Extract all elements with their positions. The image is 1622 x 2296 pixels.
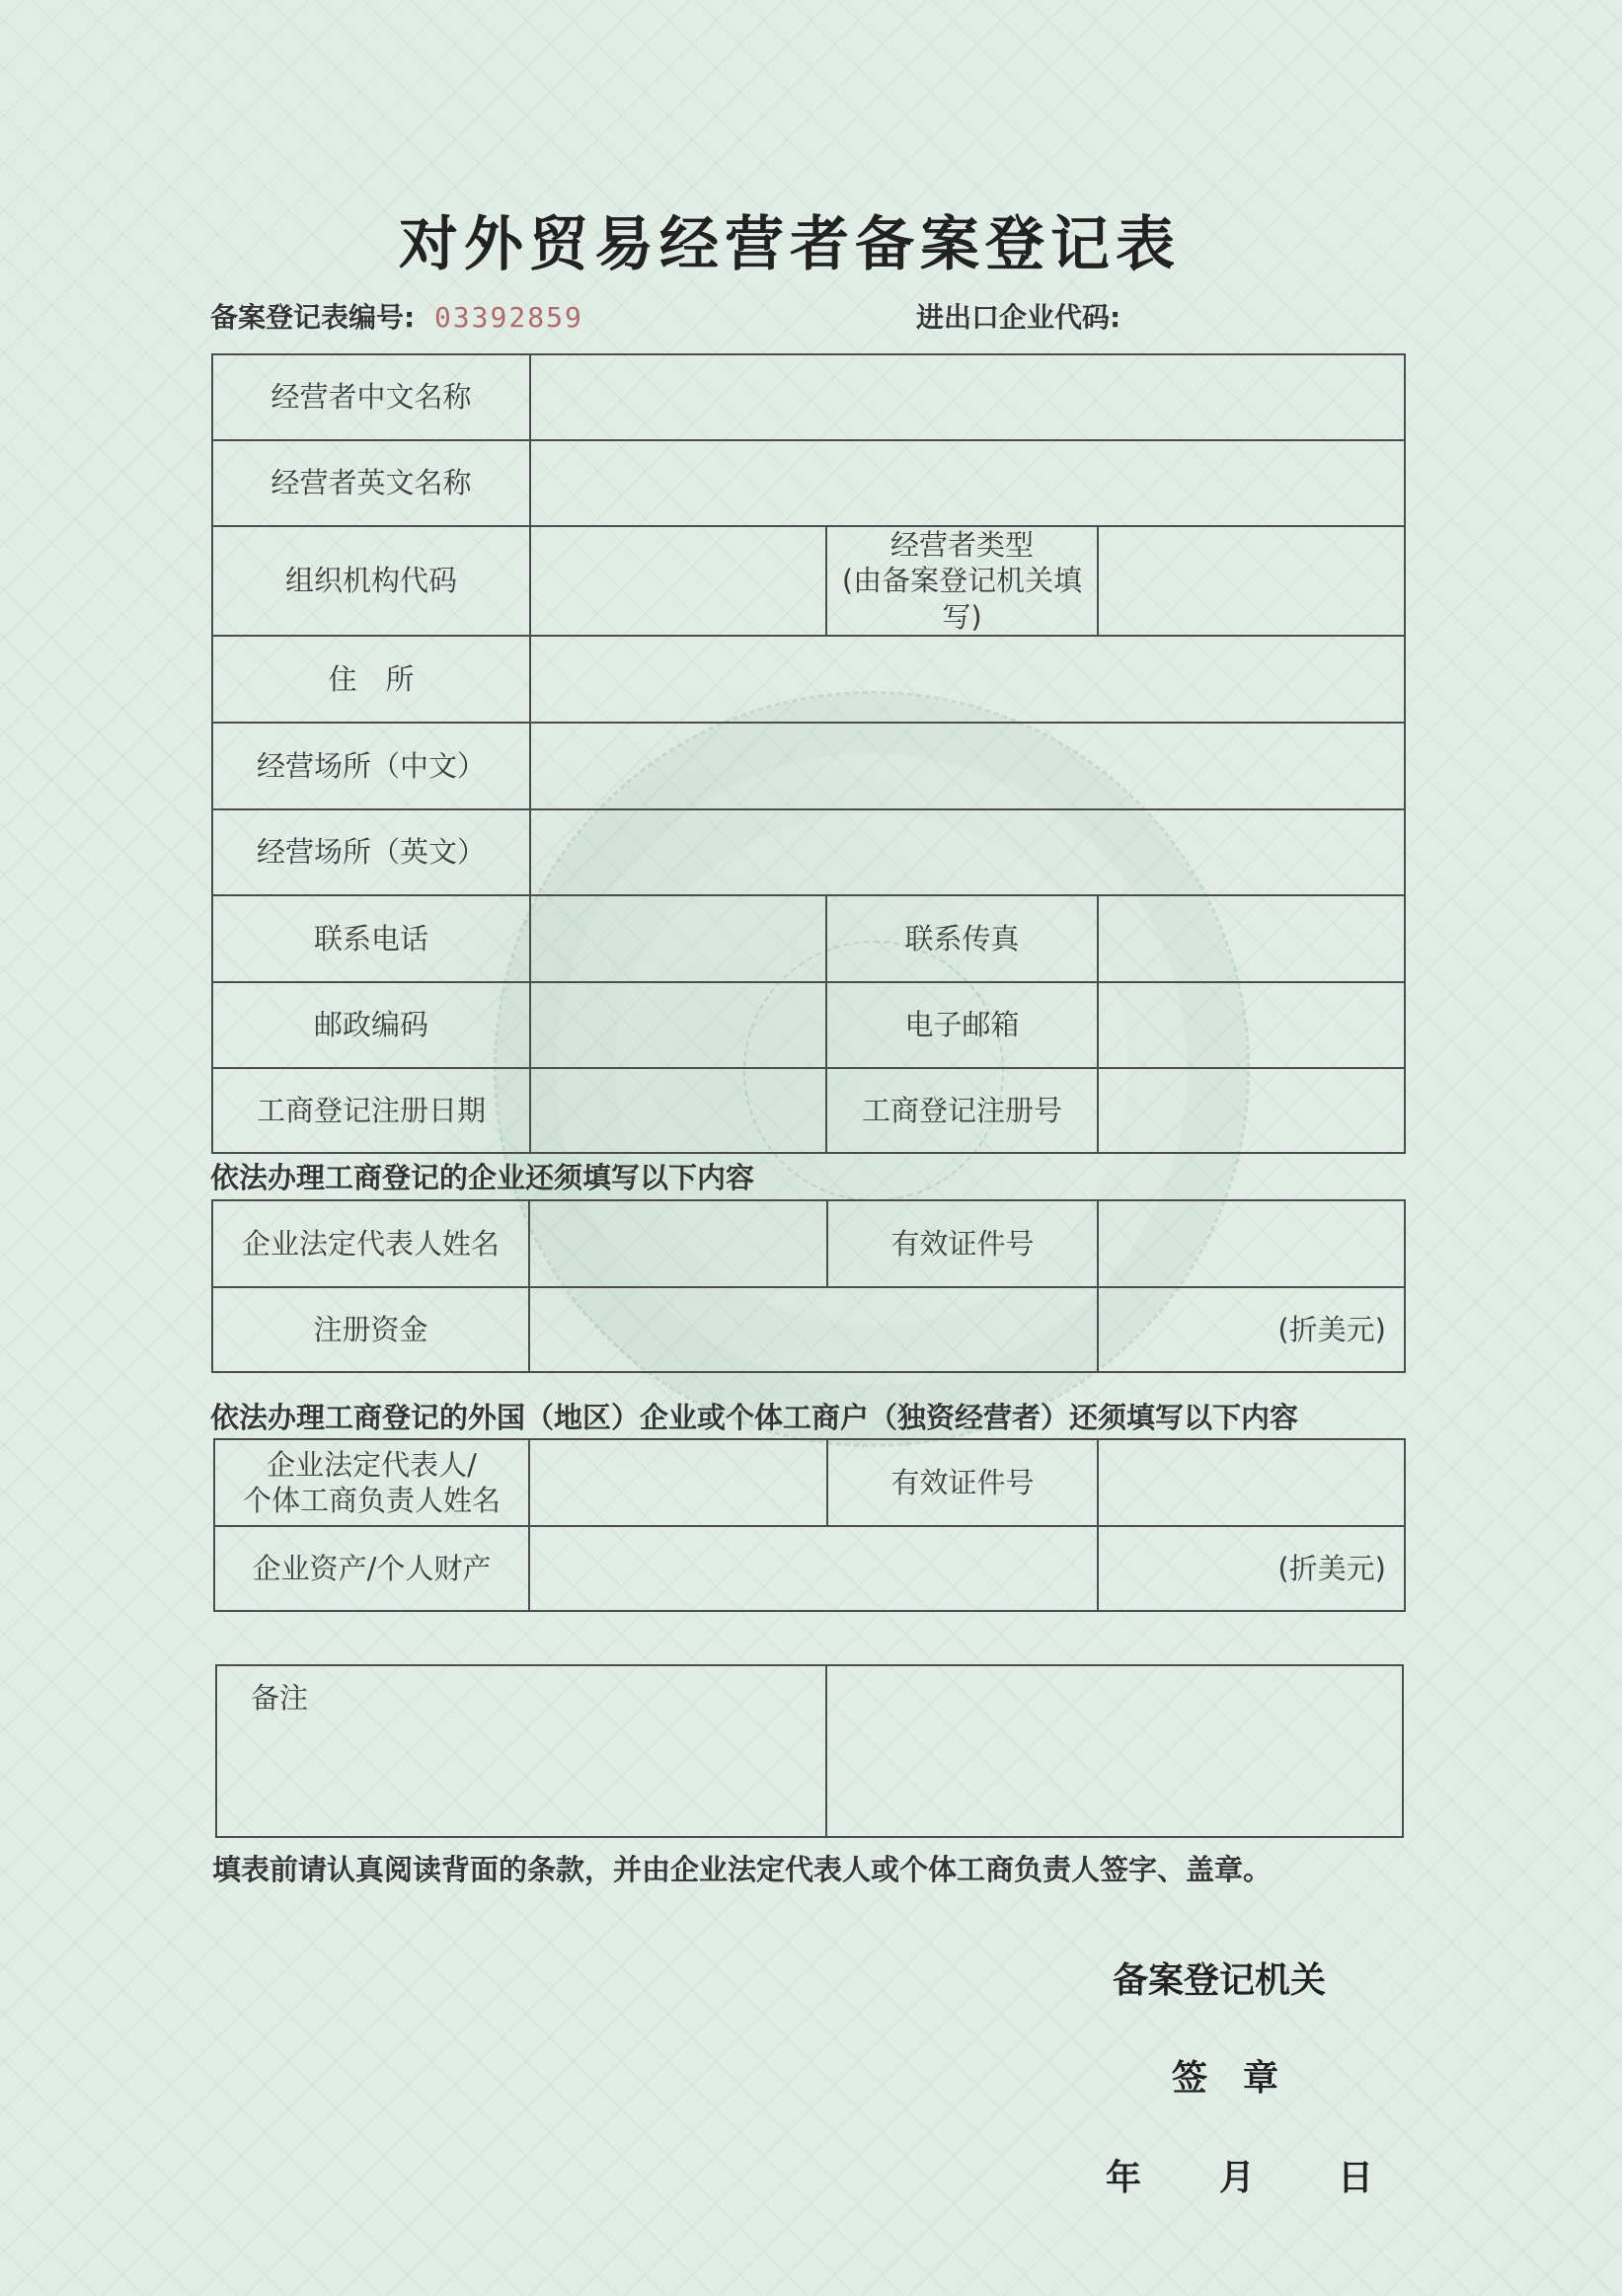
postcode-label: 邮政编码: [212, 982, 530, 1068]
table-row: [214, 1526, 1405, 1611]
reg-date-label: 工商登记注册日期: [212, 1068, 530, 1153]
month-label: 月: [1219, 2158, 1256, 2198]
year-label: 年: [1106, 2158, 1142, 2198]
company-code-label: 进出口企业代码:: [916, 301, 1121, 334]
table-row: [212, 440, 1405, 526]
record-number-value: 03392859: [433, 301, 583, 334]
rep-label-line1: 企业法定代表人/: [267, 1447, 477, 1482]
operator-type-label: [826, 526, 1098, 636]
table-row: [212, 1068, 1405, 1153]
form-title: 对外贸易经营者备案登记表: [399, 210, 1181, 279]
phone-field[interactable]: [530, 895, 826, 982]
rep-field[interactable]: [529, 1439, 827, 1526]
main-info-table: [211, 353, 1406, 1154]
phone-label: 联系电话: [212, 895, 530, 982]
seal-label: 签 章: [1172, 2058, 1279, 2099]
assets-usd-unit: (折美元): [1098, 1526, 1405, 1611]
name-en-field[interactable]: [530, 440, 1405, 526]
instruction-text: 填表前请认真阅读背面的条款，并由企业法定代表人或个体工商负责人签字、盖章。: [212, 1853, 1273, 1886]
assets-field[interactable]: [529, 1526, 1098, 1611]
table-row: [212, 636, 1405, 723]
operator-type-line2: (由备案登记机关填写): [841, 564, 1083, 634]
operator-type-field[interactable]: [1098, 526, 1405, 636]
operator-type-line1: 经营者类型: [889, 528, 1034, 562]
remarks-label: 备注: [216, 1665, 826, 1837]
table-row: [212, 1287, 1405, 1372]
fax-label: 联系传真: [826, 895, 1098, 982]
legal-rep-field[interactable]: [529, 1200, 827, 1287]
org-code-label: 组织机构代码: [212, 526, 530, 636]
table-row: [212, 1200, 1405, 1287]
id-no-label-2: 有效证件号: [827, 1439, 1098, 1526]
capital-field[interactable]: [529, 1287, 1098, 1372]
email-field[interactable]: [1098, 982, 1405, 1068]
table-row: [212, 982, 1405, 1068]
id-no-field[interactable]: [1098, 1200, 1405, 1287]
postcode-field[interactable]: [530, 982, 826, 1068]
place-cn-label: 经营场所（中文）: [212, 723, 530, 809]
capital-usd-unit: (折美元): [1098, 1287, 1405, 1372]
org-code-field[interactable]: [530, 526, 826, 636]
section2-heading: 依法办理工商登记的外国（地区）企业或个体工商户（独资经营者）还须填写以下内容: [210, 1401, 1299, 1434]
table-row: [212, 895, 1405, 982]
rep-label-line2: 个体工商负责人姓名: [242, 1484, 501, 1517]
section1-table: [211, 1199, 1406, 1373]
place-en-label: 经营场所（英文）: [212, 809, 530, 895]
day-label: 日: [1338, 2158, 1374, 2198]
name-cn-label: 经营者中文名称: [212, 354, 530, 440]
table-row: [212, 809, 1405, 895]
capital-label: 注册资金: [212, 1287, 529, 1372]
name-en-label: 经营者英文名称: [212, 440, 530, 526]
fax-field[interactable]: [1098, 895, 1405, 982]
table-row: [214, 1439, 1405, 1526]
id-no-field-2[interactable]: [1098, 1439, 1405, 1526]
rep-label: [214, 1439, 529, 1526]
address-field[interactable]: [530, 636, 1405, 723]
name-cn-field[interactable]: [530, 354, 1405, 440]
reg-date-field[interactable]: [530, 1068, 826, 1153]
id-no-label: 有效证件号: [827, 1200, 1098, 1287]
section2-table: [213, 1438, 1406, 1612]
place-cn-field[interactable]: [530, 723, 1405, 809]
section1-heading: 依法办理工商登记的企业还须填写以下内容: [210, 1161, 755, 1194]
table-row: [212, 354, 1405, 440]
authority-label: 备案登记机关: [1113, 1960, 1327, 2001]
record-number-label: 备案登记表编号:: [210, 301, 416, 334]
table-row: [216, 1665, 1403, 1837]
assets-label: 企业资产/个人财产: [214, 1526, 529, 1611]
table-row: [212, 526, 1405, 636]
reg-no-label: 工商登记注册号: [826, 1068, 1098, 1153]
place-en-field[interactable]: [530, 809, 1405, 895]
remarks-table: [215, 1664, 1404, 1838]
reg-no-field[interactable]: [1098, 1068, 1405, 1153]
remarks-field[interactable]: [826, 1665, 1403, 1837]
record-number: [210, 296, 583, 336]
legal-rep-label: 企业法定代表人姓名: [212, 1200, 529, 1287]
address-label: 住 所: [212, 636, 530, 723]
email-label: 电子邮箱: [826, 982, 1098, 1068]
table-row: [212, 723, 1405, 809]
